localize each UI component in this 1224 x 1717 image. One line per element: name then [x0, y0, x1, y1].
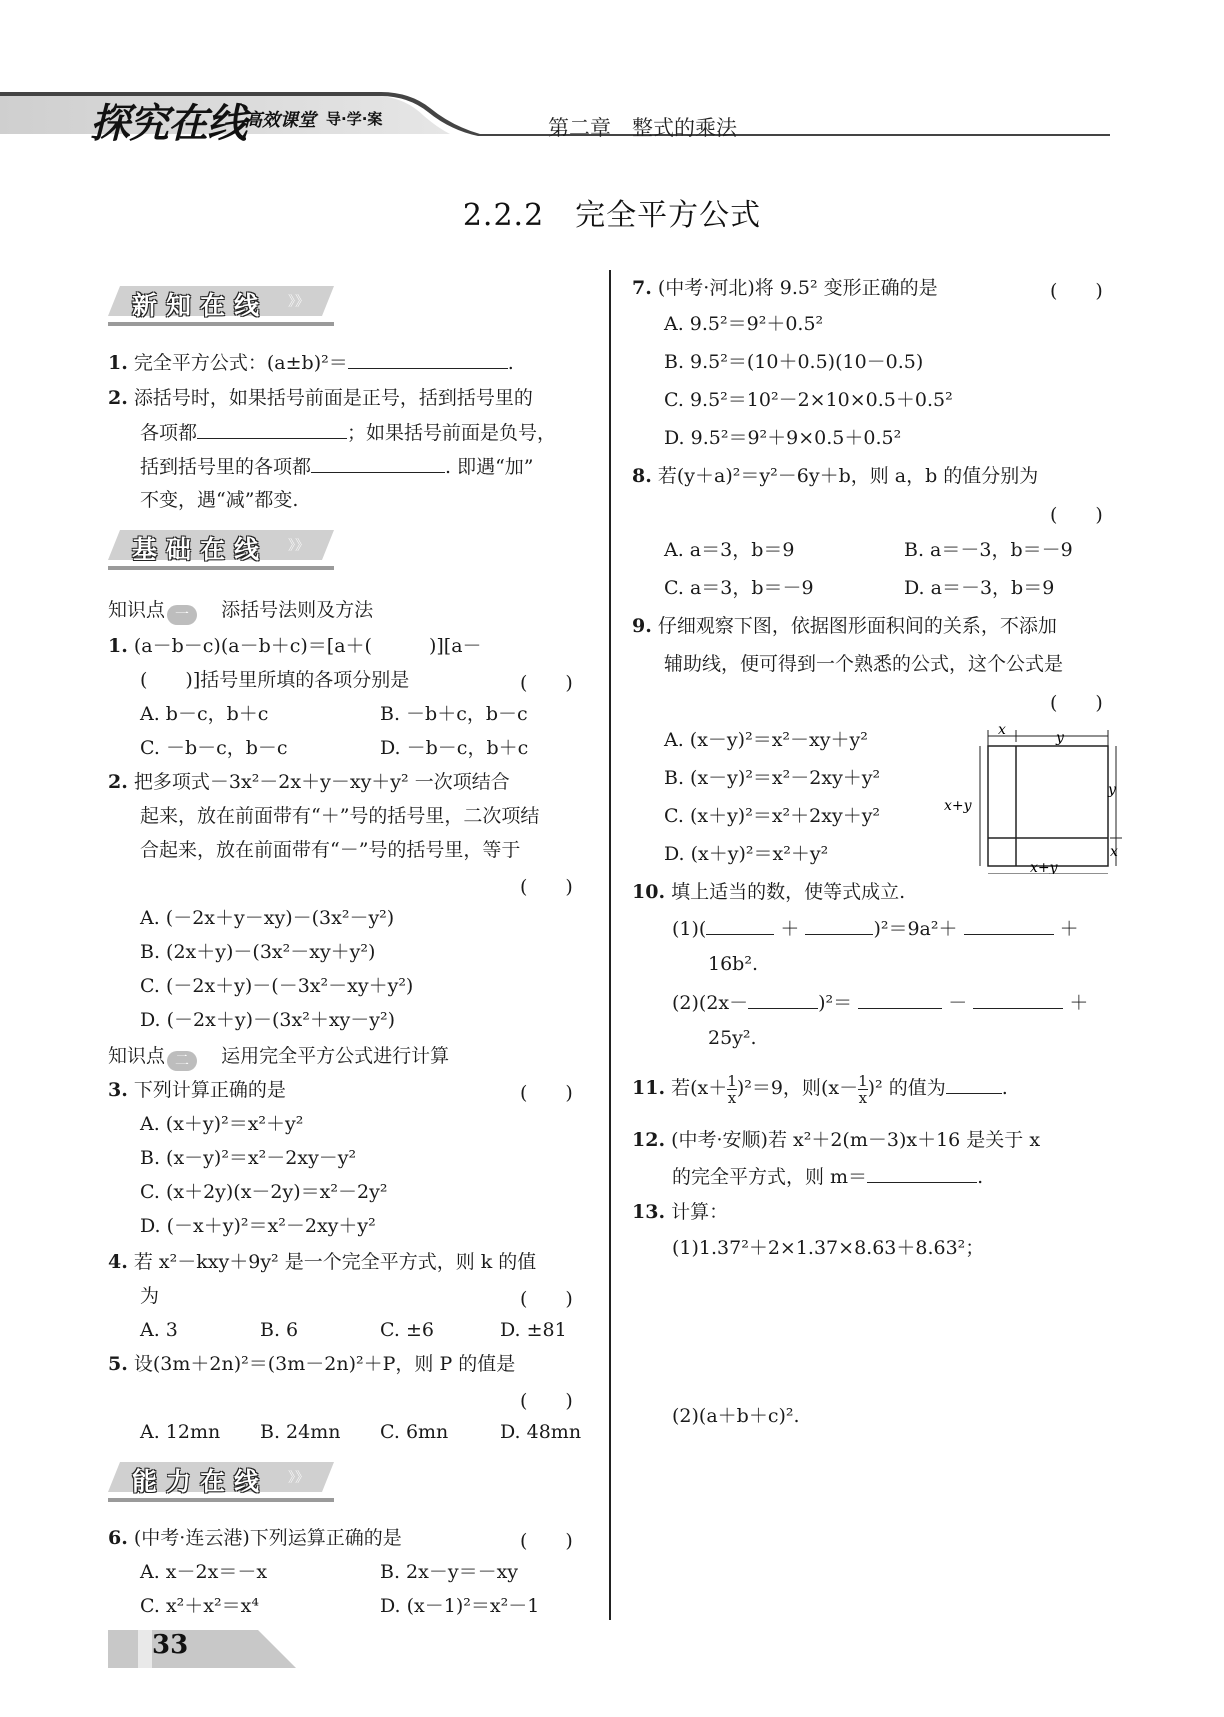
option-d[interactable]: D. (－2x＋y)－(3x²＋xy－y²) — [140, 1009, 396, 1031]
question-number: 13. — [632, 1201, 666, 1223]
option-a[interactable]: A. b－c，b＋c — [140, 703, 269, 725]
question-text: . 即遇“加” — [445, 456, 534, 478]
option-c[interactable]: C. (x＋2y)(x－2y)＝x²－2y² — [140, 1181, 388, 1203]
question-text: 下列计算正确的是 — [133, 1079, 286, 1101]
question-text: 仔细观察下图，依据图形面积间的关系，不添加 — [657, 615, 1057, 637]
question-number: 10. — [632, 881, 666, 903]
label-y-right: y — [1108, 782, 1116, 798]
answer-blank[interactable] — [748, 990, 818, 1009]
banner-new-knowledge — [108, 282, 334, 328]
expr-text: (1)( — [672, 918, 707, 940]
kp-title: 运用完全平方公式进行计算 — [221, 1045, 450, 1067]
ability-q10-part1-cont: 16b². — [708, 953, 758, 975]
expr-text: (x＋ — [690, 1077, 728, 1099]
expr-text: )²＝ — [818, 992, 853, 1014]
ability-q6 — [108, 1526, 402, 1550]
option-a[interactable]: A. (x－y)²＝x²－xy＋y² — [664, 729, 868, 751]
knowledge-point-2 — [108, 1044, 449, 1071]
option-c[interactable]: C. －b－c，b－c — [140, 737, 288, 759]
new-q2-line2 — [140, 420, 556, 445]
question-text: 把多项式－3x²－2x＋y－xy＋y² 一次项结合 — [133, 771, 510, 793]
page-number-tab — [108, 1630, 296, 1670]
punctuation: . — [507, 352, 514, 374]
answer-paren[interactable]: ( ) — [520, 876, 573, 898]
question-text: 添括号时，如果括号前面是正号，括到括号里的 — [133, 387, 533, 409]
label-y-top: y — [1056, 730, 1064, 746]
denominator: x — [727, 1088, 737, 1107]
option-a[interactable]: A. (－2x＋y－xy)－(3x²－y²) — [140, 907, 395, 929]
question-text: (中考·河北)将 9.5² 变形正确的是 — [657, 277, 938, 299]
answer-blank[interactable] — [311, 454, 445, 473]
expr-text: ＋ — [1069, 992, 1089, 1014]
option-a[interactable]: A. 3 — [140, 1319, 178, 1341]
answer-paren[interactable]: ( ) — [1050, 692, 1103, 714]
expr-text: )²＝9，则 — [736, 1077, 821, 1099]
question-text: 设(3m＋2n)²＝(3m－2n)²＋P，则 P 的值是 — [133, 1353, 516, 1375]
punctuation: . — [1001, 1077, 1008, 1099]
question-text: 括到括号里的各项都 — [140, 456, 312, 478]
ability-q10-part2-cont: 25y². — [708, 1027, 757, 1049]
basic-q2-line1 — [108, 770, 510, 794]
answer-blank[interactable] — [946, 1075, 1002, 1094]
option-d[interactable]: D. a＝－3，b＝9 — [904, 577, 1055, 599]
basic-q4-line2: 为 — [140, 1285, 160, 1307]
new-q2-line4: 不变，遇“减”都变. — [140, 489, 299, 511]
question-number: 1. — [108, 352, 128, 374]
answer-paren[interactable]: ( ) — [520, 1390, 573, 1412]
option-b[interactable]: B. 9.5²＝(10＋0.5)(10－0.5) — [664, 351, 924, 373]
question-number: 4. — [108, 1251, 128, 1273]
outer-square — [988, 746, 1108, 866]
question-text: 若 x²－kxy＋9y² 是一个完全平方式，则 k 的值 — [133, 1251, 537, 1273]
option-c[interactable]: C. (－2x＋y)－(－3x²－xy＋y²) — [140, 975, 414, 997]
ability-q13-part2: (2)(a＋b＋c)². — [672, 1405, 800, 1427]
question-text: 若(y＋a)²＝y²－6y＋b，则 a，b 的值分别为 — [657, 465, 1039, 487]
ability-q10-part1 — [672, 916, 1079, 941]
fraction — [858, 1073, 868, 1106]
option-c[interactable]: C. 6mn — [380, 1421, 449, 1443]
ability-q10-part2 — [672, 990, 1088, 1015]
svg-text:》》: 》》 — [288, 538, 309, 554]
label-xy-bottom: x+y — [1030, 860, 1058, 874]
option-a[interactable]: A. 9.5²＝9²＋0.5² — [664, 313, 824, 335]
answer-blank[interactable] — [964, 916, 1054, 935]
fraction — [727, 1073, 737, 1106]
question-number: 3. — [108, 1079, 128, 1101]
denominator: x — [858, 1088, 868, 1107]
answer-paren[interactable]: ( ) — [1050, 280, 1103, 302]
basic-q1-line1 — [108, 634, 482, 658]
label-x-right: x — [1110, 844, 1118, 860]
option-d[interactable]: D. 48mn — [500, 1421, 582, 1443]
question-text: 各项都 — [140, 422, 198, 444]
answer-blank[interactable] — [867, 1164, 977, 1183]
ability-q9-line2: 辅助线，便可得到一个熟悉的公式，这个公式是 — [664, 653, 1064, 675]
option-a[interactable]: A. 12mn — [140, 1421, 221, 1443]
brand-logo-main: 探究在线 — [90, 101, 246, 147]
punctuation: . — [977, 1166, 984, 1188]
numerator: 1 — [858, 1071, 868, 1090]
ability-q8 — [632, 464, 1038, 488]
option-d[interactable]: D. ±81 — [500, 1319, 567, 1341]
ability-q13-part1: (1)1.37²＋2×1.37×8.63＋8.63²； — [672, 1237, 985, 1259]
expr-text: ＋ — [1059, 918, 1079, 940]
banner-ability — [108, 1458, 334, 1504]
answer-paren[interactable]: ( ) — [520, 1082, 573, 1104]
option-a[interactable]: A. (x＋y)²＝x²＋y² — [140, 1113, 304, 1135]
ability-q7 — [632, 276, 938, 300]
question-number: 12. — [632, 1129, 666, 1151]
brand-logo-sub: 高效课堂 — [244, 110, 316, 131]
answer-paren[interactable]: ( ) — [1050, 504, 1103, 526]
basic-q5 — [108, 1352, 515, 1376]
kp-prefix: 知识点 — [108, 1045, 166, 1067]
question-text: (中考·连云港)下列运算正确的是 — [133, 1527, 402, 1549]
answer-paren[interactable]: ( ) — [520, 672, 573, 694]
banner-basic — [108, 526, 334, 572]
basic-q3 — [108, 1078, 286, 1102]
question-text: 的完全平方式，则 m＝ — [672, 1166, 868, 1188]
answer-blank[interactable] — [348, 350, 508, 369]
kp-number-badge: 一 — [167, 605, 197, 625]
question-number: 5. — [108, 1353, 128, 1375]
expr-text: (x－ — [820, 1077, 859, 1099]
question-text: (a－b－c)(a－b＋c)＝[a＋( )][a－ — [133, 635, 482, 657]
question-number: 8. — [632, 465, 652, 487]
expr-text: )² 的值为 — [867, 1077, 946, 1099]
basic-q1-line2: ( )]括号里所填的各项分别是 — [140, 669, 410, 691]
option-d[interactable]: D. (x＋y)²＝x²＋y² — [664, 843, 829, 865]
square-area-figure — [944, 724, 1124, 874]
question-number: 9. — [632, 615, 652, 637]
ability-q10 — [632, 880, 905, 904]
brand-tag: 导·学·案 — [326, 110, 383, 128]
kp-title: 添括号法则及方法 — [221, 599, 374, 621]
new-q2-line3 — [140, 454, 534, 479]
option-a[interactable]: A. x－2x＝－x — [140, 1561, 268, 1583]
option-c[interactable]: C. 9.5²＝10²－2×10×0.5＋0.5² — [664, 389, 953, 411]
expr-text: 若 — [671, 1077, 691, 1099]
banner-label: 新知在线 — [132, 291, 269, 320]
option-d[interactable]: D. －b－c，b＋c — [380, 737, 529, 759]
question-number: 2. — [108, 387, 128, 409]
section-title: 2.2.2 完全平方公式 — [462, 198, 762, 233]
question-text: 填上适当的数，使等式成立. — [671, 881, 906, 903]
new-q2-line1 — [108, 386, 533, 410]
expr-text: (2)(2x－ — [672, 992, 749, 1014]
kp-number-badge: 二 — [167, 1051, 197, 1071]
option-b[interactable]: B. (x－y)²＝x²－2xy－y² — [140, 1147, 357, 1169]
label-x-top: x — [998, 724, 1006, 738]
option-b[interactable]: B. a＝－3，b＝－9 — [904, 539, 1073, 561]
answer-blank[interactable] — [973, 990, 1063, 1009]
svg-text:》》: 》》 — [288, 1470, 309, 1486]
expr-text: )²＝9a²＋ — [873, 918, 958, 940]
answer-blank[interactable] — [706, 916, 774, 935]
column-divider — [609, 270, 611, 1620]
new-q1 — [108, 350, 514, 375]
label-xy-left: x+y — [944, 798, 972, 814]
option-d[interactable]: D. 9.5²＝9²＋9×0.5＋0.5² — [664, 427, 902, 449]
option-c[interactable]: C. x²＋x²＝x⁴ — [140, 1595, 259, 1617]
question-number: 1. — [108, 635, 128, 657]
kp-prefix: 知识点 — [108, 599, 166, 621]
ability-q12-line2 — [672, 1164, 983, 1189]
ability-q9-line1 — [632, 614, 1057, 638]
answer-blank[interactable] — [858, 990, 942, 1009]
question-number: 6. — [108, 1527, 128, 1549]
question-number: 11. — [632, 1077, 666, 1099]
option-d[interactable]: D. (x－1)²＝x²－1 — [380, 1595, 540, 1617]
question-number: 7. — [632, 277, 652, 299]
question-text: 完全平方公式：(a±b)²＝ — [133, 352, 348, 374]
question-text: 计算： — [671, 1201, 729, 1223]
basic-q2-line3: 合起来，放在前面带有“－”号的括号里，等于 — [140, 839, 521, 861]
option-d[interactable]: D. (－x＋y)²＝x²－2xy＋y² — [140, 1215, 376, 1237]
banner-label: 基础在线 — [132, 535, 269, 564]
option-b[interactable]: B. 2x－y＝－xy — [380, 1561, 519, 1583]
answer-paren[interactable]: ( ) — [520, 1288, 573, 1310]
question-number: 2. — [108, 771, 128, 793]
svg-text:》》: 》》 — [288, 294, 309, 310]
basic-q2-line2: 起来，放在前面带有“＋”号的括号里，二次项结 — [140, 805, 540, 827]
answer-blank[interactable] — [805, 916, 873, 935]
option-c[interactable]: C. ±6 — [380, 1319, 434, 1341]
question-text: ；如果括号前面是负号， — [347, 422, 557, 444]
option-b[interactable]: B. (2x＋y)－(3x²－xy＋y²) — [140, 941, 376, 963]
option-c[interactable]: C. (x＋y)²＝x²＋2xy＋y² — [664, 805, 881, 827]
numerator: 1 — [727, 1071, 737, 1090]
ability-q12-line1 — [632, 1128, 1040, 1152]
ability-q11 — [632, 1068, 1008, 1108]
chapter-title: 第二章 整式的乘法 — [548, 116, 737, 140]
banner-label: 能力在线 — [132, 1467, 269, 1496]
expr-text: － — [948, 992, 968, 1014]
question-text: (中考·安顺)若 x²＋2(m－3)x＋16 是关于 x — [671, 1129, 1041, 1151]
option-b[interactable]: B. (x－y)²＝x²－2xy＋y² — [664, 767, 881, 789]
expr-text: ＋ — [780, 918, 800, 940]
knowledge-point-1 — [108, 598, 373, 625]
option-a[interactable]: A. a＝3，b＝9 — [664, 539, 795, 561]
option-b[interactable]: B. －b＋c，b－c — [380, 703, 528, 725]
answer-paren[interactable]: ( ) — [520, 1530, 573, 1552]
ability-q13 — [632, 1200, 728, 1224]
page-number: 33 — [152, 1630, 189, 1660]
option-b[interactable]: B. 6 — [260, 1319, 299, 1341]
option-c[interactable]: C. a＝3，b＝－9 — [664, 577, 814, 599]
option-b[interactable]: B. 24mn — [260, 1421, 341, 1443]
answer-blank[interactable] — [197, 420, 347, 439]
basic-q4-line1 — [108, 1250, 536, 1274]
